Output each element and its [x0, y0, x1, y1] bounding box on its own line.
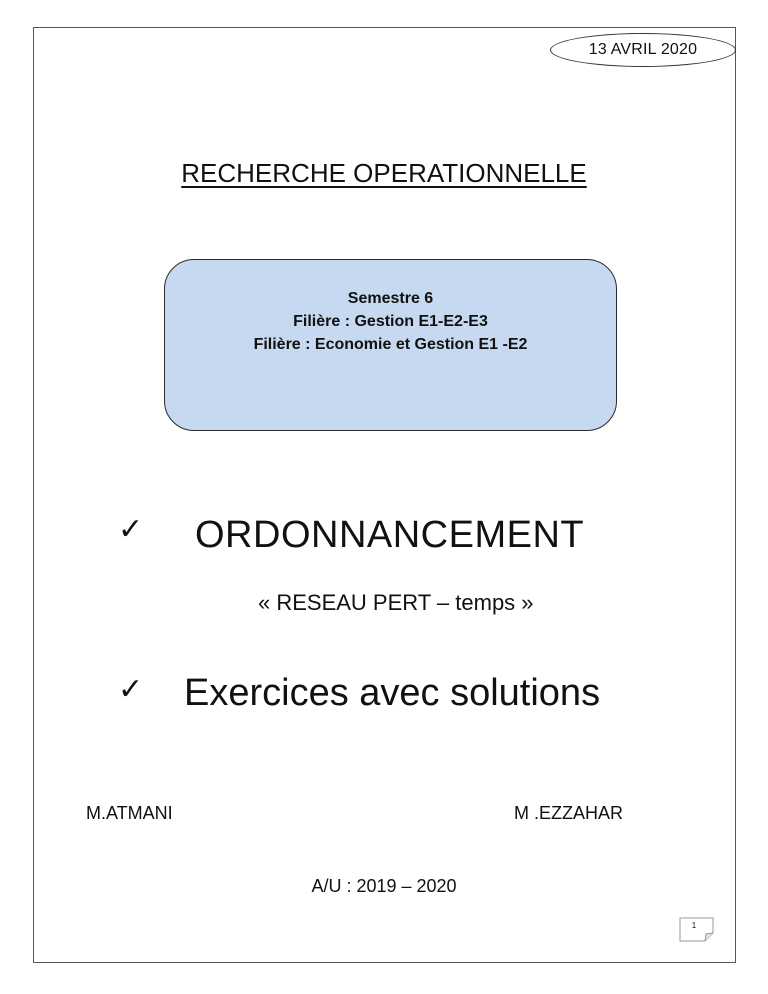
academic-year: A/U : 2019 – 2020 [311, 876, 457, 896]
topic-subtitle: « RESEAU PERT – temps » [258, 590, 534, 615]
date-badge [550, 33, 736, 67]
document-title-text: RECHERCHE OPERATIONNELLE [181, 158, 587, 188]
program-line-2: Filière : Economie et Gestion E1 -E2 [253, 336, 528, 353]
semester-line: Semestre 6 [347, 290, 434, 307]
course-info-box [164, 259, 617, 431]
checkmark-icon: ✓ [118, 512, 144, 547]
author-left: M.ATMANI [86, 803, 173, 823]
checkmark-icon: ✓ [118, 672, 144, 707]
document-title [0, 158, 768, 189]
page-number-box [679, 917, 715, 943]
page-number: 1 [691, 921, 697, 930]
topic-exercises: Exercices avec solutions [184, 672, 601, 714]
topic-ordonnancement: ORDONNANCEMENT [195, 514, 585, 556]
author-right: M .EZZAHAR [514, 803, 624, 823]
date-text: 13 AVRIL 2020 [588, 41, 698, 58]
program-line-1: Filière : Gestion E1-E2-E3 [293, 313, 488, 330]
